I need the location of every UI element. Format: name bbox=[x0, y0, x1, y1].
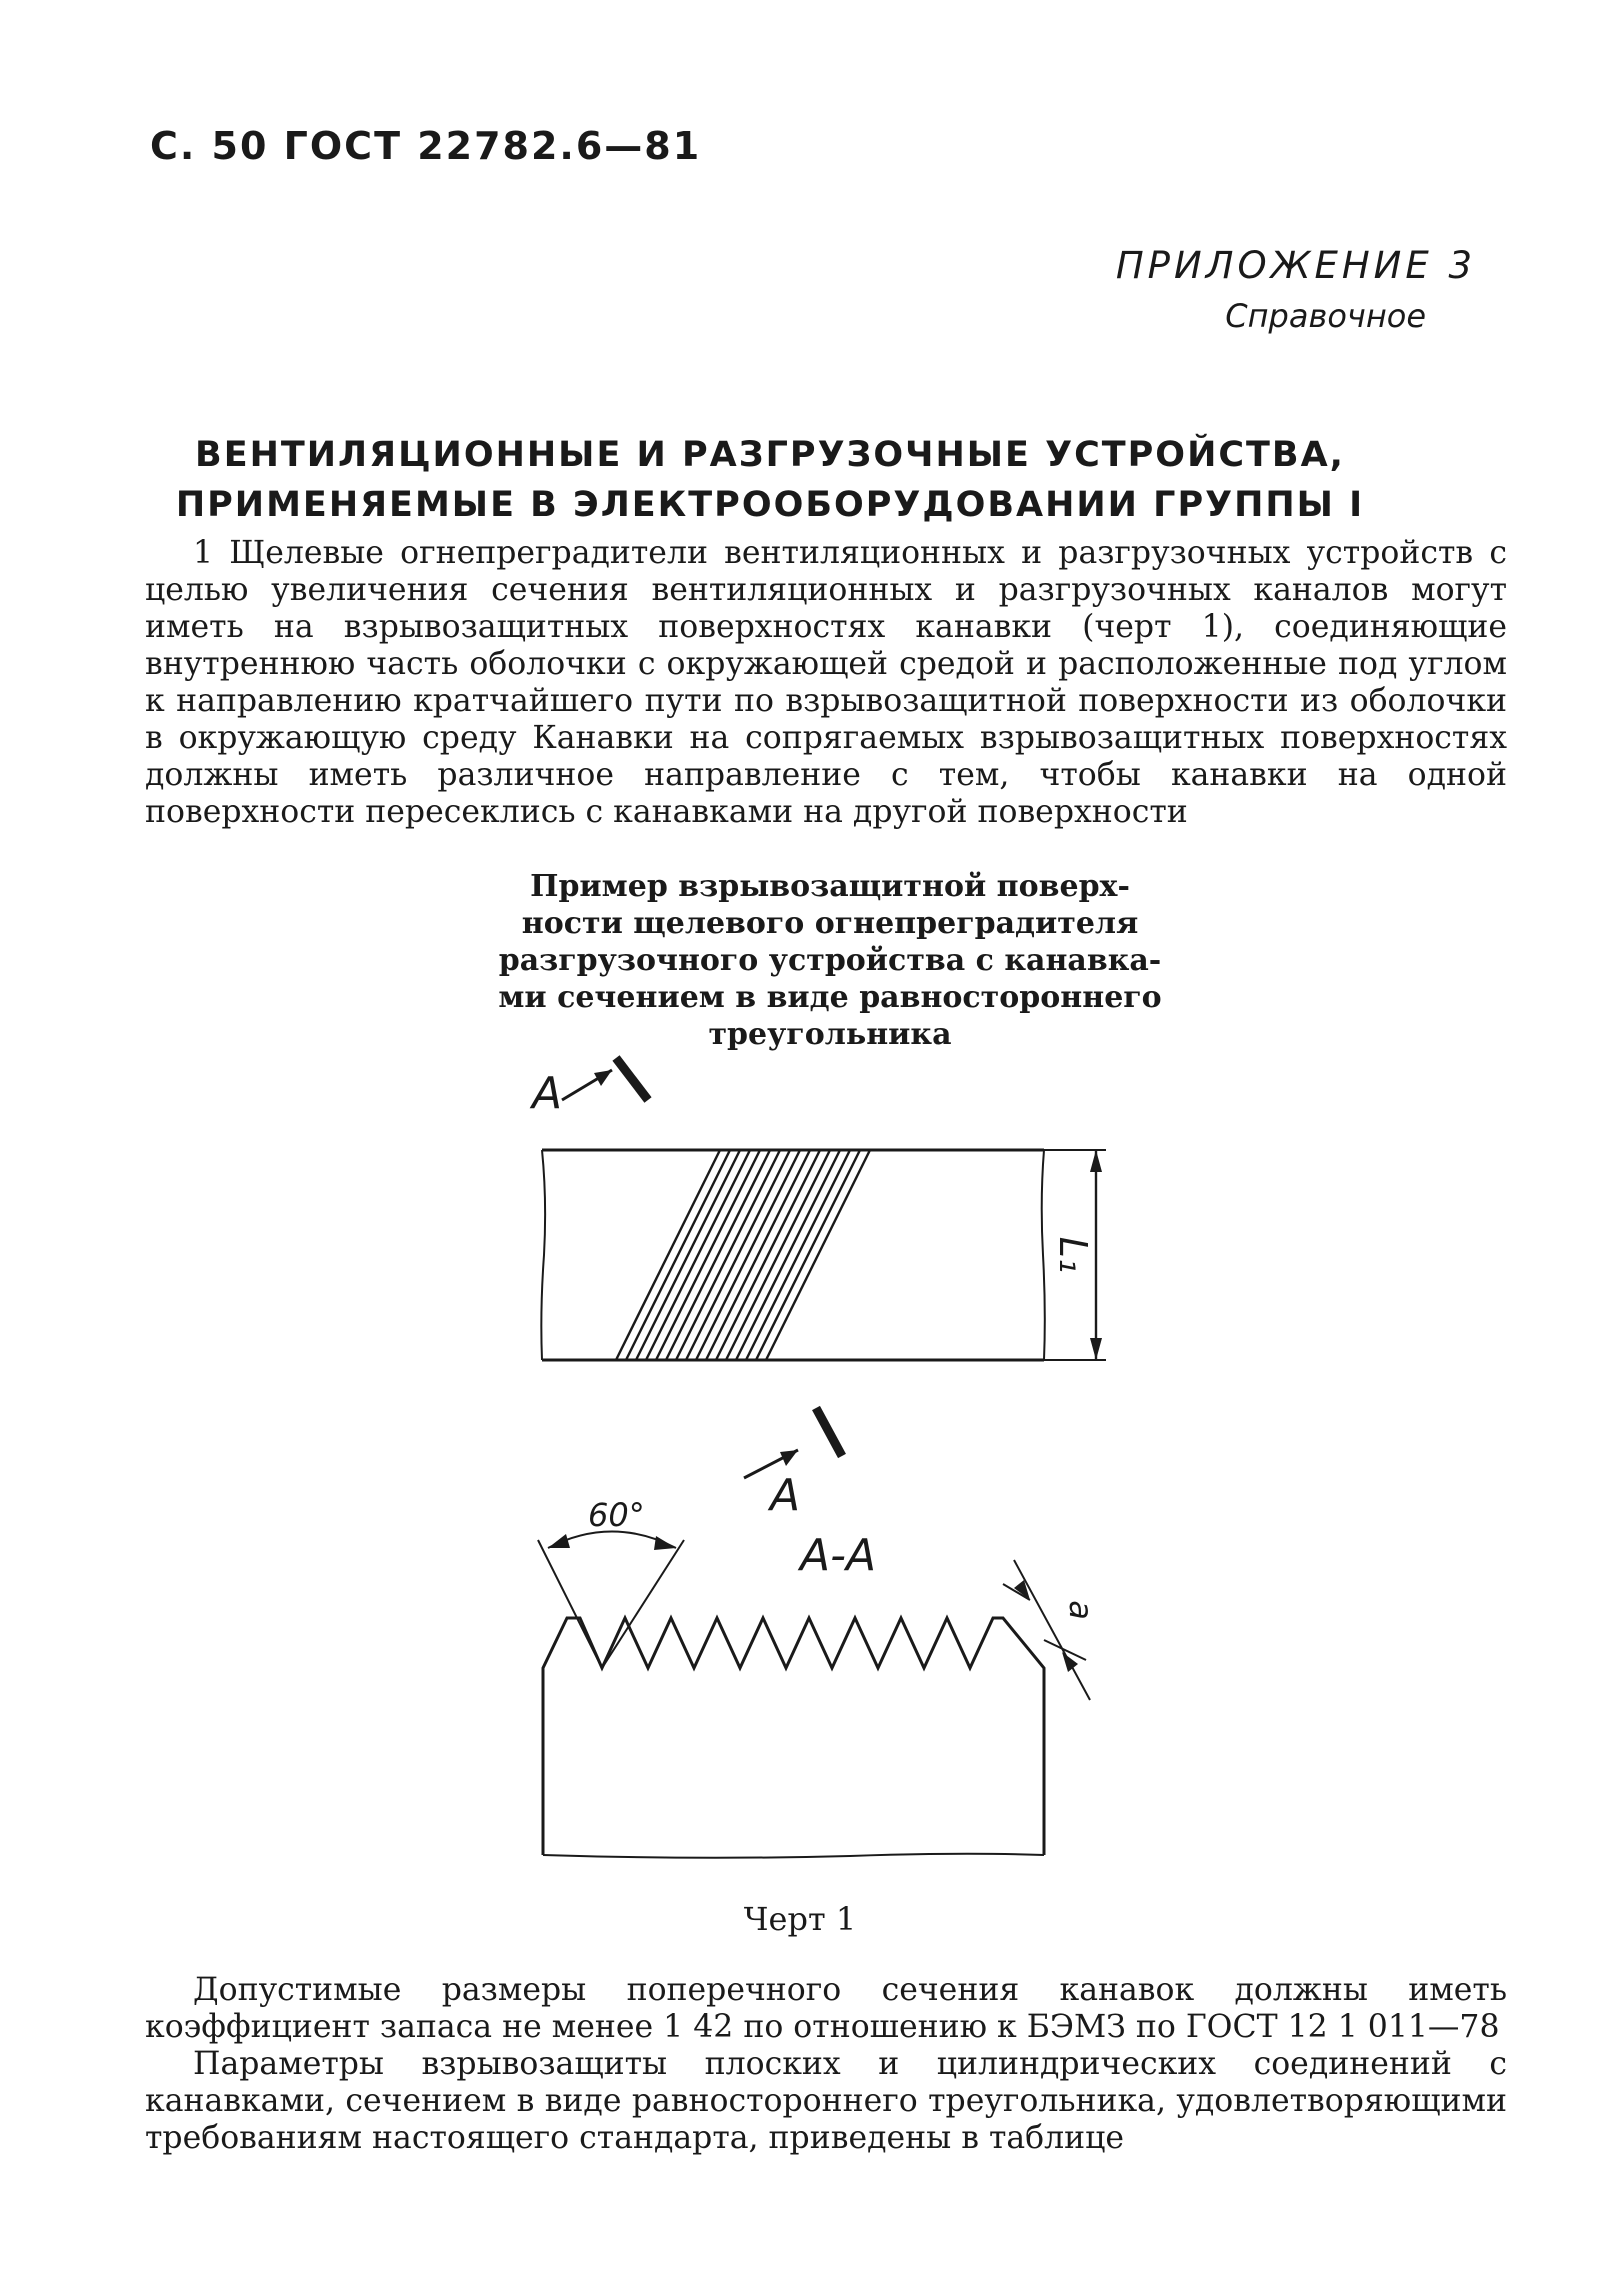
section-marker-letter: А bbox=[532, 1068, 563, 1119]
figure-caption-line: разгрузочного устройства с канавка- bbox=[498, 943, 1162, 978]
paragraph-2-text: Допустимые размеры поперечного сечения канавок должны иметь коэффициент запаса не менее 1 42 по отношению к БЭМЗ по ГОСТ 12 1 011—78 bbox=[145, 1972, 1507, 2045]
page-header: С. 50 ГОСТ 22782.6—81 bbox=[150, 124, 702, 168]
figure-caption-line: ности щелевого огнепреградителя bbox=[521, 906, 1139, 941]
paragraph-1-text: 1 Щелевые огнепреградители вентиляционных и разгрузочных устройств с целью увеличения сечения вентиляционных и разгрузочных каналов могут иметь на взрывозащитных поверхностях канавки (черт 1), соединяющие внутреннюю часть оболочки с окружающей средой и расположенные под углом к направлению кратчайшего пути по взрывозащитной поверхности из оболочки в окружающую среду Канавки на сопрягаемых взрывозащитных поверхностях должны иметь различное направление с тем, чтобы канавки на одной поверхности пересеклись с канавками на другой поверхности bbox=[145, 535, 1507, 830]
figure-caption-line: треугольника bbox=[708, 1017, 952, 1052]
paragraph-3-text: Параметры взрывозащиты плоских и цилиндрических соединений с канавками, сечением в виде равностороннего треугольника, удовлетворяющими требованиям настоящего стандарта, приведены в таблице bbox=[145, 2046, 1507, 2156]
appendix-subtitle: Справочное bbox=[1225, 297, 1426, 335]
dimension-a-label: a bbox=[1062, 1600, 1100, 1620]
title-line-2: ПРИМЕНЯЕМЫЕ В ЭЛЕКТРООБОРУДОВАНИИ ГРУППЫ I bbox=[175, 485, 1365, 525]
dimension-a bbox=[1003, 1560, 1100, 1700]
groove-hatching bbox=[616, 1150, 870, 1360]
figure-caption-line: Пример взрывозащитной поверх- bbox=[530, 869, 1130, 904]
plate-top-view bbox=[541, 1150, 1106, 1360]
section-view-label: А-А bbox=[800, 1530, 877, 1581]
angle-dimension bbox=[538, 1496, 684, 1668]
appendix-title: ПРИЛОЖЕНИЕ 3 bbox=[1115, 244, 1476, 287]
title-line-1: ВЕНТИЛЯЦИОННЫЕ И РАЗГРУЗОЧНЫЕ УСТРОЙСТВА, bbox=[195, 435, 1345, 475]
dimension-l1-label: L₁ bbox=[1051, 1236, 1095, 1274]
section-marker-top bbox=[529, 1058, 648, 1119]
section-marker-letter: А bbox=[770, 1470, 801, 1521]
paragraph-3 bbox=[145, 2046, 1507, 2157]
paragraph-2 bbox=[145, 1972, 1507, 2046]
dimension-l1 bbox=[1044, 1150, 1106, 1360]
figure-label: Черт 1 bbox=[743, 1900, 857, 1938]
angle-label: 60° bbox=[588, 1496, 645, 1534]
figure-caption-line: ми сечением в виде равностороннего bbox=[498, 980, 1162, 1015]
section-marker-bottom bbox=[744, 1408, 842, 1521]
